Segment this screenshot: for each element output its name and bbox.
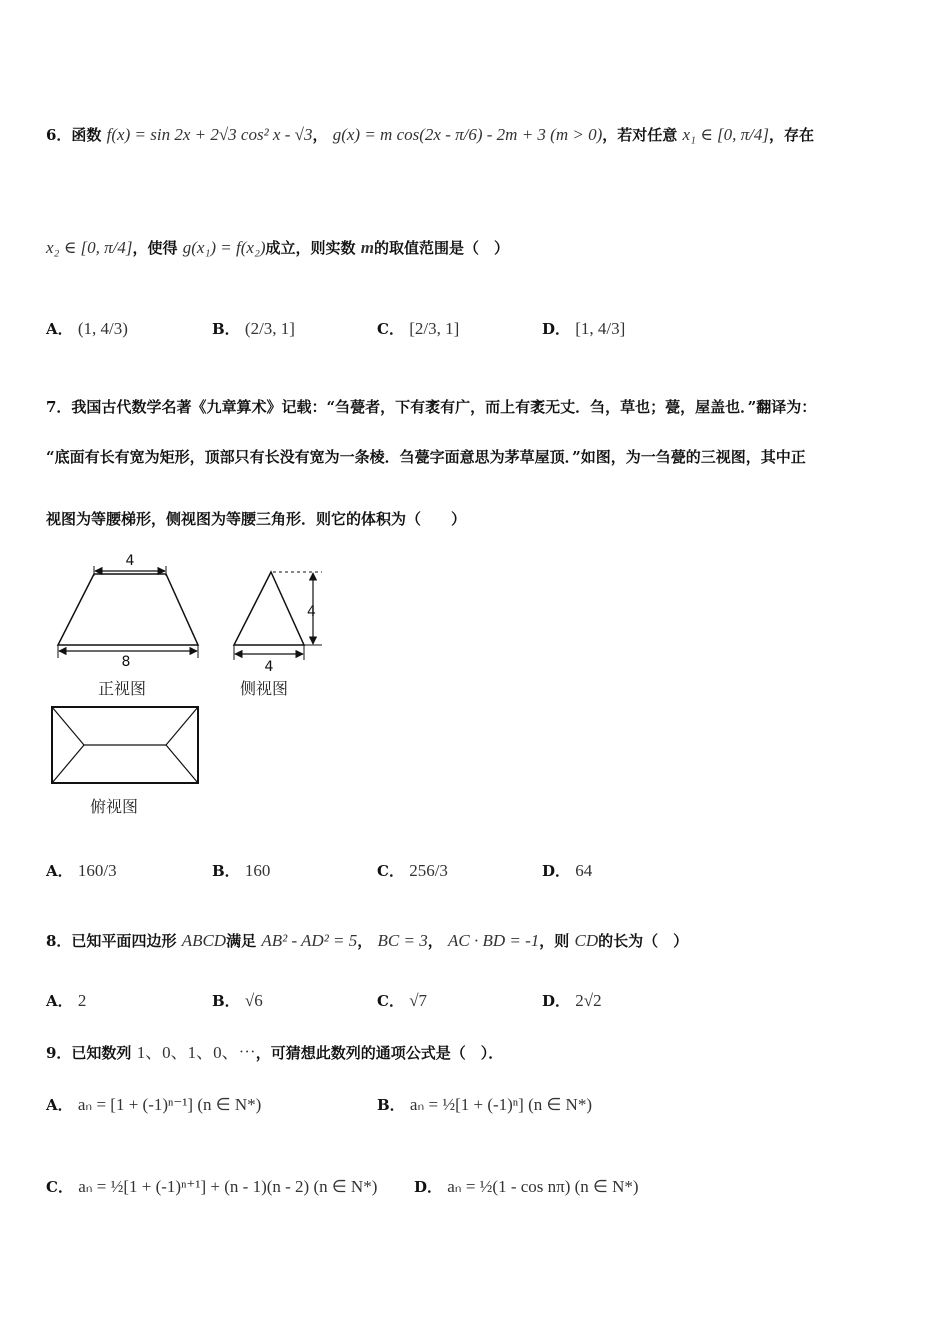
q8-option-c[interactable] [377,990,427,1011]
q9-option-c-label: C． [46,1178,73,1196]
q8-option-b-label: B． [212,992,240,1010]
q8-option-c-value: √7 [409,991,428,1010]
q6-option-b-label: B． [212,320,240,338]
q9-option-a-label: A． [46,1096,73,1114]
q6-option-d[interactable] [542,318,625,339]
front-top-length: 4 [125,553,135,569]
q8-then: ，则 [539,932,570,950]
q8-prefix: 8．已知平面四边形 [46,932,177,950]
q9-option-d-label: D． [414,1178,443,1196]
q8-quad: ABCD [181,931,227,950]
q7-option-b-value: 160 [244,861,271,880]
top-view-label: 俯视图 [90,797,139,816]
q6-var-m: m [360,238,375,257]
q9-line [46,1038,503,1063]
q9-suffix: ，可猜想此数列的通项公式是（ ）． [255,1044,504,1062]
q8-option-d[interactable] [542,990,602,1011]
q9-option-b-value: aₙ = ½[1 + (-1)ⁿ] (n ∈ N*) [409,1095,592,1114]
q7-option-d-value: 64 [575,861,593,880]
q6-option-c[interactable] [377,318,459,339]
q8-cond3: AC · BD = -1 [447,931,540,950]
q6-clause5: 的取值范围是（ ） [374,239,510,257]
q7-option-d-label: D． [542,862,571,880]
q6-option-d-value: [1, 4/3] [575,319,626,338]
q6-option-a-label: A． [46,320,73,338]
q6-option-a-value: (1, 4/3) [77,319,128,338]
q7-option-b-label: B． [212,862,240,880]
q7-option-a-label: A． [46,862,73,880]
q6-clause1: ，若对任意 [602,126,678,144]
q7-option-a[interactable] [46,860,117,881]
q6-option-b-value: (2/3, 1] [244,319,295,338]
q7-option-c-label: C． [377,862,404,880]
front-view [58,566,198,658]
q7-line2: “底面有长有宽为矩形，顶部只有长没有宽为一条棱．刍甍字面意思为茅草屋顶．”如图，为一刍甍的三视图，其中正 [46,448,806,466]
q7-option-a-value: 160/3 [77,861,117,880]
q9-option-d[interactable] [414,1176,639,1197]
q6-option-b[interactable] [212,318,295,339]
q6-comma: ， [312,126,328,144]
q8-seg: CD [574,931,599,950]
q7-option-d[interactable] [542,860,592,881]
q9-option-a[interactable] [46,1094,261,1115]
q9-option-c[interactable] [46,1176,377,1197]
q6-g-definition: g(x) = m cos(2x - π/6) - 2m + 3 (m > 0) [332,125,603,144]
q8-cond-word: 满足 [226,932,257,950]
q6-line2 [46,237,509,258]
q6-x1-range: x₁ ∈ [0, π/4] [682,125,770,144]
q9-option-d-value: aₙ = ½(1 - cos nπ) (n ∈ N*) [447,1177,639,1196]
q7-option-b[interactable] [212,860,270,881]
q8-option-b-value: √6 [244,991,263,1010]
q6-f-definition: f(x) = sin 2x + 2√3 cos² x - √3 [106,125,313,144]
q9-option-a-value: aₙ = [1 + (-1)ⁿ⁻¹] (n ∈ N*) [77,1095,262,1114]
side-view-label: 侧视图 [240,679,289,698]
front-bottom-length: 8 [121,654,131,670]
front-view-label: 正视图 [98,679,147,698]
q6-clause4: 成立，则实数 [265,239,356,257]
q8-sep2: ， [427,932,443,950]
q6-option-c-value: [2/3, 1] [409,319,460,338]
q6-line1 [46,124,814,145]
q6-option-a[interactable] [46,318,128,339]
q8-option-d-value: 2√2 [575,991,602,1010]
q6-x2-range: x₂ ∈ [0, π/4] [46,238,133,257]
q9-option-c-value: aₙ = ½[1 + (-1)ⁿ⁺¹] + (n - 1)(n - 2) (n ∈ N*) [78,1177,378,1196]
q8-line [46,930,688,951]
q9-option-b-label: B． [377,1096,405,1114]
side-height: 4 [307,604,316,620]
q8-option-a[interactable] [46,990,86,1011]
q7-option-c[interactable] [377,860,448,881]
q8-cond2: BC = 3 [377,931,428,950]
q9-sequence: 1、0、1、0、⋯ [136,1043,256,1062]
q6-clause3: ，使得 [132,239,178,257]
q7-line3: 视图为等腰梯形，侧视图为等腰三角形．则它的体积为（ ） [46,510,467,528]
top-view [52,707,198,783]
q6-equation: g(x₁) = f(x₂) [182,238,266,257]
q8-sep1: ， [357,932,373,950]
side-base: 4 [264,659,274,675]
q6-prefix: 6．函数 [46,126,102,144]
q7-line1: 7．我国古代数学名著《九章算术》记载：“刍甍者，下有袤有广，而上有袤无丈．刍，草也；甍，屋盖也．”翻译为： [46,398,817,416]
q6-clause2: ，存在 [769,126,815,144]
q8-option-a-label: A． [46,992,73,1010]
q8-suffix: 的长为（ ） [598,932,689,950]
q8-option-b[interactable] [212,990,263,1011]
q8-option-d-label: D． [542,992,571,1010]
q8-cond1: AB² - AD² = 5 [261,931,358,950]
three-view-figure [40,550,340,820]
q6-option-d-label: D． [542,320,571,338]
q6-option-c-label: C． [377,320,404,338]
q9-prefix: 9．已知数列 [46,1044,132,1062]
q8-option-c-label: C． [377,992,404,1010]
q7-option-c-value: 256/3 [409,861,448,880]
q8-option-a-value: 2 [77,991,87,1010]
q9-option-b[interactable] [377,1094,592,1115]
